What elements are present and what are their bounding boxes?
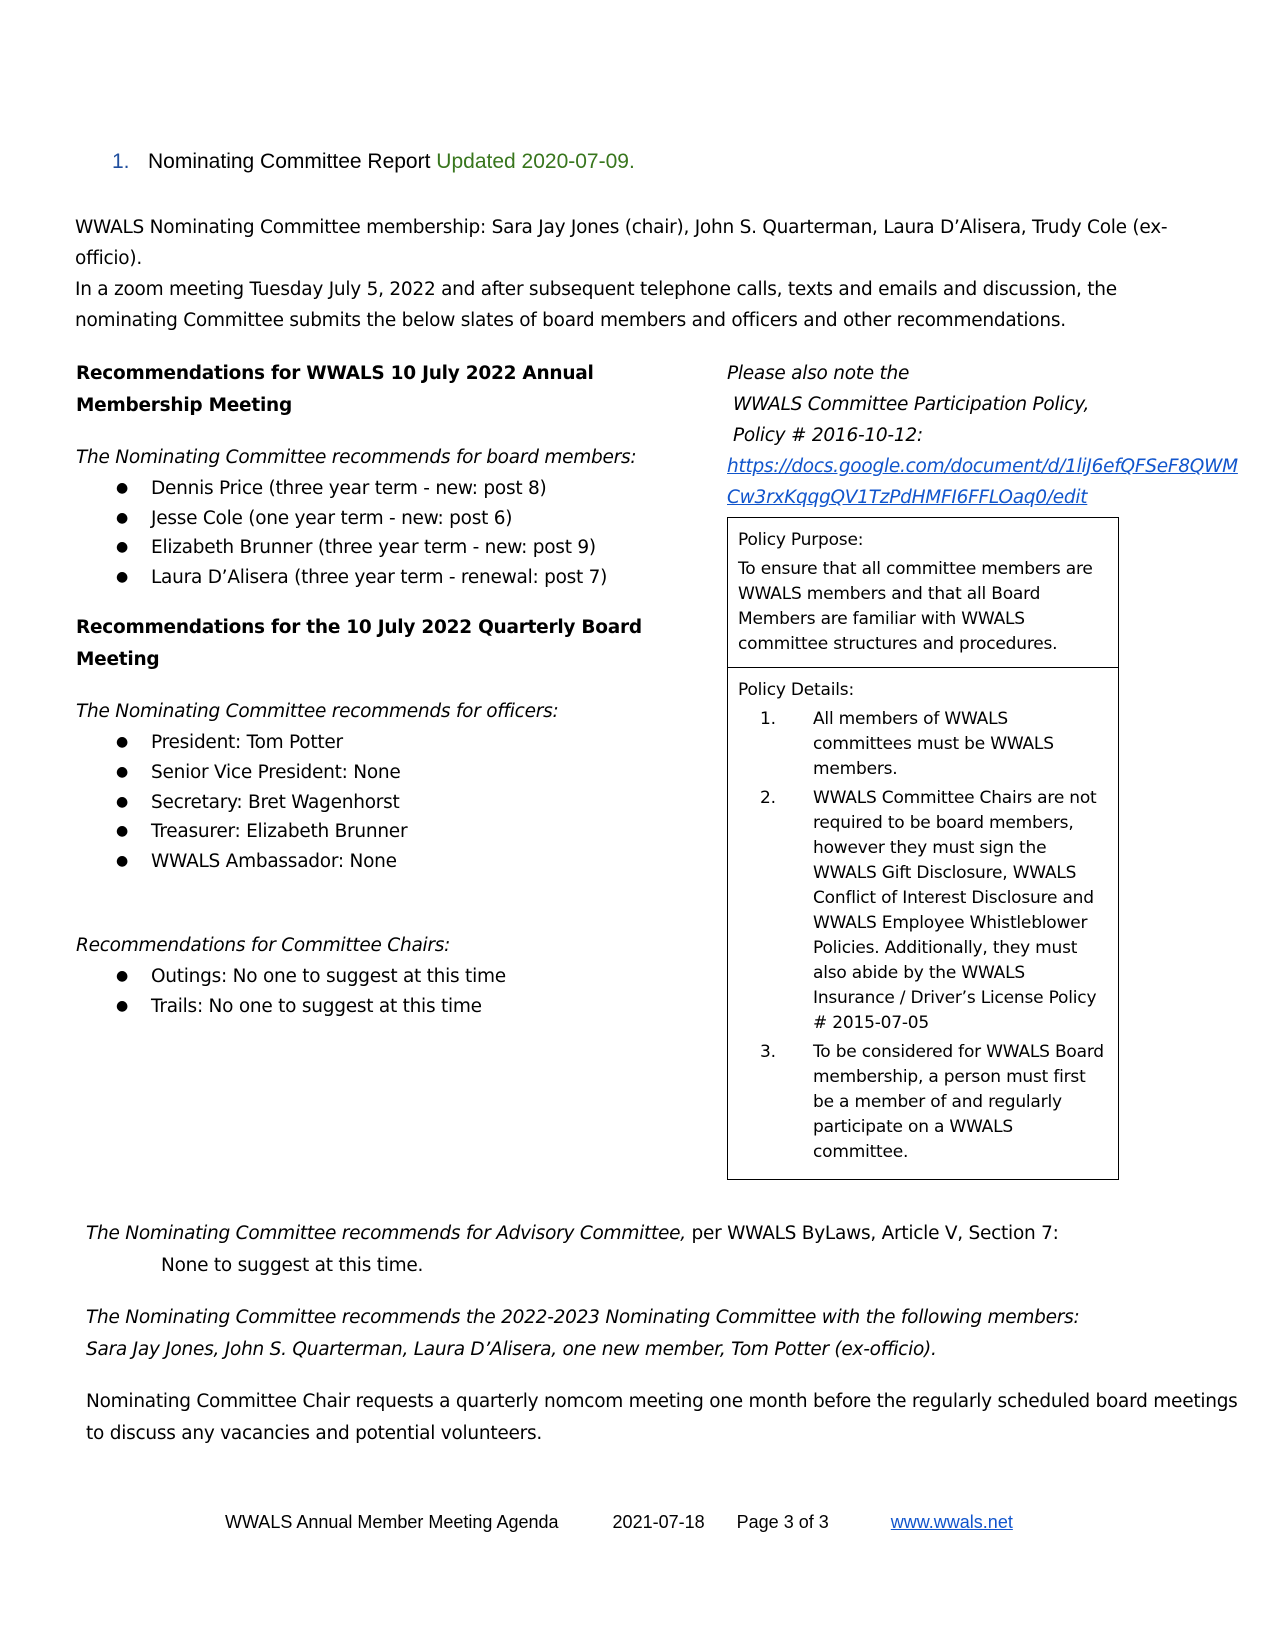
list-number: 2. bbox=[760, 788, 776, 808]
policy-box bbox=[727, 517, 1119, 1180]
footer-title: WWALS Annual Member Meeting Agenda bbox=[225, 1512, 559, 1532]
updated-note: Updated 2020-07-09. bbox=[436, 150, 635, 173]
list-item: ● Secretary: Bret Wagenhorst bbox=[76, 788, 696, 818]
chair-request: Nominating Committee Chair requests a quarterly nomcom meeting one month before the regularly scheduled board meetings to discuss any vacancies and potential volunteers. bbox=[86, 1391, 1238, 1444]
list-item: ● Trails: No one to suggest at this time bbox=[76, 992, 696, 1022]
policy-details-list bbox=[738, 707, 1108, 1165]
policy-note bbox=[727, 358, 1247, 513]
section-number: 1. bbox=[112, 150, 130, 173]
list-item: ● President: Tom Potter bbox=[76, 728, 696, 758]
board-members-intro: The Nominating Committee recommends for board members: bbox=[76, 447, 637, 468]
advisory-none: None to suggest at this time. bbox=[161, 1255, 424, 1276]
intro-paragraph bbox=[75, 212, 1225, 336]
policy-purpose-text: To ensure that all committee members are WWALS members and that all Board Members are familiar with WWALS committee structures and procedures. bbox=[738, 559, 1093, 654]
policy-name: WWALS Committee Participation Policy, bbox=[733, 394, 1090, 415]
page-footer bbox=[225, 1512, 1013, 1533]
footer-date: 2021-07-18 bbox=[612, 1512, 705, 1532]
list-item: ● Jesse Cole (one year term - new: post 6) bbox=[76, 504, 696, 534]
policy-number: Policy # 2016-10-12: bbox=[733, 425, 923, 446]
list-text: All members of WWALS committees must be WWALS members. bbox=[813, 709, 1054, 779]
nomcom-recommendation: The Nominating Committee recommends the 2022-2023 Nominating Committee with the following members: bbox=[86, 1307, 1080, 1328]
footer-page-number: 3 of 3 bbox=[783, 1512, 829, 1532]
footer-site-link[interactable]: www.wwals.net bbox=[890, 1512, 1013, 1532]
advisory-bylaws: per WWALS ByLaws, Article V, Section 7: bbox=[685, 1223, 1059, 1244]
board-members-list bbox=[76, 474, 696, 592]
list-item: ● Dennis Price (three year term - new: post 8) bbox=[76, 474, 696, 504]
list-item bbox=[738, 1040, 1108, 1165]
list-item: ● Treasurer: Elizabeth Brunner bbox=[76, 817, 696, 847]
policy-purpose-section bbox=[728, 518, 1118, 667]
list-item: ● Elizabeth Brunner (three year term - new: post 9) bbox=[76, 533, 696, 563]
officers-list bbox=[76, 728, 696, 876]
advisory-intro: The Nominating Committee recommends for Advisory Committee, bbox=[86, 1223, 686, 1244]
committee-chairs-intro: Recommendations for Committee Chairs: bbox=[76, 935, 451, 957]
list-number: 3. bbox=[760, 1042, 776, 1062]
list-number: 1. bbox=[760, 709, 776, 729]
footer-page-label: Page bbox=[736, 1512, 779, 1532]
policy-purpose-label: Policy Purpose: bbox=[738, 530, 864, 550]
list-text: To be considered for WWALS Board membership, a person must first be a member of and regularly participate on a WWALS committee. bbox=[813, 1042, 1104, 1162]
list-item: ● WWALS Ambassador: None bbox=[76, 847, 696, 877]
list-item: ● Laura D’Alisera (three year term - renewal: post 7) bbox=[76, 563, 696, 593]
officers-intro: The Nominating Committee recommends for officers: bbox=[76, 701, 559, 723]
membership-text: WWALS Nominating Committee membership: Sara Jay Jones (chair), John S. Quarterman, Laura D’Alisera, Trudy Cole (ex-officio). bbox=[75, 217, 1168, 269]
list-item bbox=[738, 707, 1108, 782]
annual-meeting-heading: Recommendations for WWALS 10 July 2022 Annual Membership Meeting bbox=[76, 363, 594, 416]
policy-details-label: Policy Details: bbox=[738, 680, 854, 700]
closing-recommendations bbox=[86, 1218, 1246, 1450]
section-title: Nominating Committee Report bbox=[148, 150, 431, 173]
meeting-text: In a zoom meeting Tuesday July 5, 2022 and after subsequent telephone calls, texts and emails and discussion, the nominating Committee submits the below slates of board members and officers and other recommendations. bbox=[75, 279, 1117, 331]
section-heading bbox=[112, 150, 635, 174]
list-item bbox=[738, 786, 1108, 1036]
policy-details-section bbox=[728, 667, 1118, 1179]
quarterly-meeting-heading: Recommendations for the 10 July 2022 Quarterly Board Meeting bbox=[76, 617, 642, 671]
policy-note-line: Please also note the bbox=[727, 363, 910, 384]
nomcom-members: Sara Jay Jones, John S. Quarterman, Laura D’Alisera, one new member, Tom Potter (ex-officio). bbox=[86, 1339, 937, 1360]
committee-chairs-list bbox=[76, 962, 696, 1021]
list-item: ● Outings: No one to suggest at this time bbox=[76, 962, 696, 992]
recommendations-column bbox=[76, 358, 696, 1022]
list-item: ● Senior Vice President: None bbox=[76, 758, 696, 788]
policy-link[interactable]: https://docs.google.com/document/d/1liJ6efQFSeF8QWMCw3rxKqqgQV1TzPdHMFI6FFLOaq0/edit bbox=[727, 456, 1238, 508]
list-text: WWALS Committee Chairs are not required to be board members, however they must sign the WWALS Gift Disclosure, WWALS Conflict of Interest Disclosure and WWALS Employee Whistleblower Policies. Additionally, they must also abide by the WWALS Insurance / Driver’s License Policy # 2015-07-05 bbox=[813, 788, 1097, 1033]
advisory-paragraph bbox=[86, 1218, 1246, 1250]
